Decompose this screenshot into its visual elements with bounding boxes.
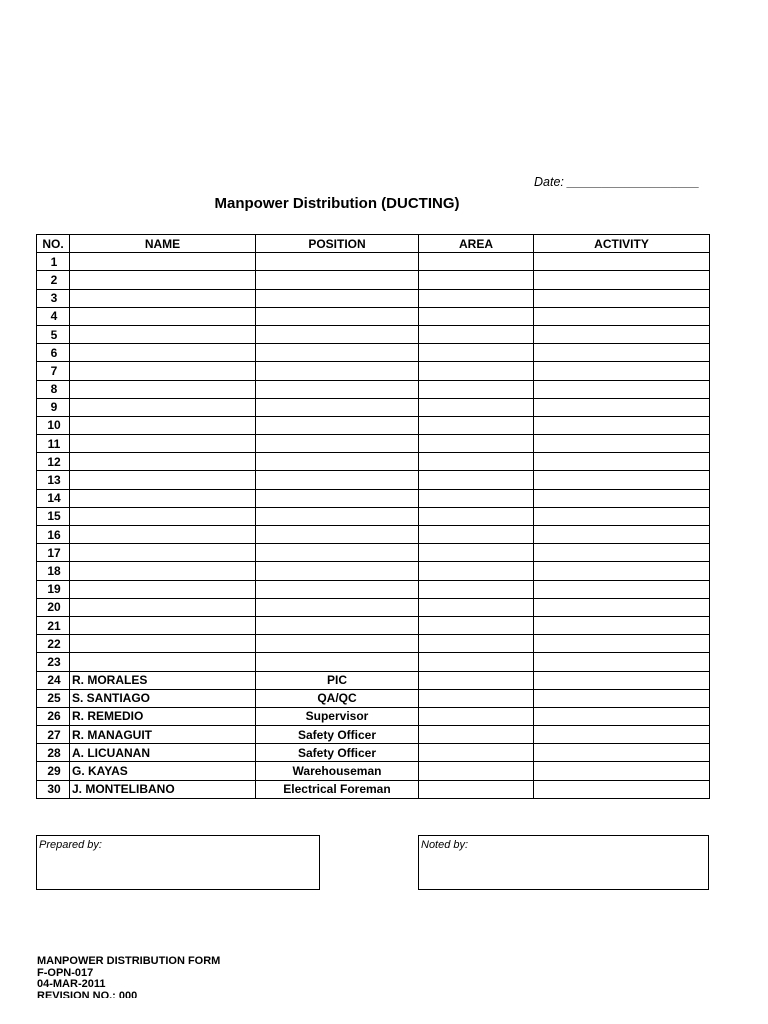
table-row [37,453,710,471]
position-cell[interactable] [256,562,419,580]
activity-cell[interactable] [534,507,710,525]
activity-cell[interactable] [534,762,710,780]
name-cell[interactable] [70,580,256,598]
name-cell[interactable]: J. MONTELIBANO [70,780,256,798]
position-cell[interactable] [256,435,419,453]
name-cell[interactable]: R. MANAGUIT [70,726,256,744]
area-cell[interactable] [419,435,534,453]
position-cell[interactable] [256,616,419,634]
area-cell[interactable] [419,253,534,271]
prepared-by-label: Prepared by: [39,839,102,851]
position-cell[interactable] [256,398,419,416]
noted-by-box[interactable] [418,835,709,890]
row-number-cell: 22 [37,635,70,653]
footer-revision: REVISION NO.: 000 [37,989,138,998]
activity-cell[interactable] [534,635,710,653]
name-cell[interactable] [70,325,256,343]
table-row [37,416,710,434]
name-cell[interactable] [70,380,256,398]
table-row [37,653,710,671]
position-cell[interactable] [256,580,419,598]
area-cell[interactable] [419,453,534,471]
area-cell[interactable] [419,507,534,525]
name-cell[interactable]: S. SANTIAGO [70,689,256,707]
activity-cell[interactable] [534,307,710,325]
row-number-cell: 8 [37,380,70,398]
area-cell[interactable] [419,780,534,798]
name-cell[interactable] [70,562,256,580]
column-header-name: NAME [70,235,256,253]
table-row [37,744,710,762]
row-number-cell: 23 [37,653,70,671]
row-number-cell: 4 [37,307,70,325]
activity-cell[interactable] [534,780,710,798]
row-number-cell: 18 [37,562,70,580]
date-label: Date: ___________________ [534,175,700,189]
name-cell[interactable]: R. MORALES [70,671,256,689]
table-row [37,598,710,616]
table-row [37,380,710,398]
name-cell[interactable] [70,453,256,471]
activity-cell[interactable] [534,526,710,544]
area-cell[interactable] [419,380,534,398]
area-cell[interactable] [419,398,534,416]
area-cell[interactable] [419,416,534,434]
form-title: Manpower Distribution (DUCTING) [214,195,460,212]
activity-cell[interactable] [534,689,710,707]
manpower-table [36,234,710,799]
name-cell[interactable] [70,307,256,325]
table-row [37,507,710,525]
area-cell[interactable] [419,489,534,507]
table-row [37,707,710,725]
row-number-cell: 5 [37,325,70,343]
table-row [37,635,710,653]
name-cell[interactable] [70,416,256,434]
row-number-cell: 28 [37,744,70,762]
table-row [37,489,710,507]
area-cell[interactable] [419,598,534,616]
area-cell[interactable] [419,544,534,562]
area-cell[interactable] [419,707,534,725]
table-row [37,580,710,598]
table-row [37,780,710,798]
area-cell[interactable] [419,307,534,325]
name-cell[interactable] [70,507,256,525]
row-number-cell: 20 [37,598,70,616]
area-cell[interactable] [419,689,534,707]
activity-cell[interactable] [534,707,710,725]
activity-cell[interactable] [534,344,710,362]
row-number-cell: 21 [37,616,70,634]
table-row [37,362,710,380]
activity-cell[interactable] [534,580,710,598]
table-row [37,689,710,707]
activity-cell[interactable] [534,380,710,398]
footer-form-code: F-OPN-017 [37,966,94,979]
row-number-cell: 26 [37,707,70,725]
position-cell[interactable] [256,544,419,562]
row-number-cell: 10 [37,416,70,434]
prepared-by-box[interactable] [36,835,320,890]
name-cell[interactable] [70,616,256,634]
area-cell[interactable] [419,289,534,307]
column-header-area: AREA [419,235,534,253]
name-cell[interactable] [70,653,256,671]
area-cell[interactable] [419,726,534,744]
activity-cell[interactable] [534,489,710,507]
position-cell[interactable] [256,526,419,544]
area-cell[interactable] [419,635,534,653]
row-number-cell: 14 [37,489,70,507]
activity-cell[interactable] [534,271,710,289]
column-header-position: POSITION [256,235,419,253]
noted-by-label: Noted by: [421,839,469,851]
activity-cell[interactable] [534,544,710,562]
area-cell[interactable] [419,616,534,634]
table-row [37,616,710,634]
row-number-cell: 17 [37,544,70,562]
position-cell[interactable] [256,362,419,380]
row-number-cell: 11 [37,435,70,453]
position-cell[interactable] [256,289,419,307]
name-cell[interactable] [70,489,256,507]
name-cell[interactable]: A. LICUANAN [70,744,256,762]
position-cell[interactable] [256,453,419,471]
position-cell[interactable]: Electrical Foreman [256,780,419,798]
position-cell[interactable] [256,344,419,362]
name-cell[interactable] [70,471,256,489]
position-cell[interactable]: PIC [256,671,419,689]
row-number-cell: 15 [37,507,70,525]
position-cell[interactable] [256,271,419,289]
table-row [37,307,710,325]
area-cell[interactable] [419,271,534,289]
table-row [37,253,710,271]
activity-cell[interactable] [534,453,710,471]
activity-cell[interactable] [534,744,710,762]
name-cell[interactable] [70,289,256,307]
row-number-cell: 2 [37,271,70,289]
activity-cell[interactable] [534,671,710,689]
position-cell[interactable] [256,489,419,507]
area-cell[interactable] [419,526,534,544]
row-number-cell: 3 [37,289,70,307]
activity-cell[interactable] [534,416,710,434]
name-cell[interactable] [70,635,256,653]
name-cell[interactable] [70,544,256,562]
table-row [37,762,710,780]
position-cell[interactable] [256,598,419,616]
row-number-cell: 25 [37,689,70,707]
position-cell[interactable]: Supervisor [256,707,419,725]
activity-cell[interactable] [534,726,710,744]
activity-cell[interactable] [534,398,710,416]
position-cell[interactable] [256,416,419,434]
position-cell[interactable]: QA/QC [256,689,419,707]
name-cell[interactable] [70,344,256,362]
row-number-cell: 12 [37,453,70,471]
row-number-cell: 13 [37,471,70,489]
area-cell[interactable] [419,362,534,380]
column-header-no: NO. [37,235,70,253]
activity-cell[interactable] [534,325,710,343]
position-cell[interactable] [256,325,419,343]
table-row [37,726,710,744]
table-header-row [37,235,710,253]
row-number-cell: 24 [37,671,70,689]
footer-form-date: 04-MAR-2011 [37,978,106,990]
name-cell[interactable] [70,435,256,453]
row-number-cell: 30 [37,780,70,798]
activity-cell[interactable] [534,562,710,580]
area-cell[interactable] [419,762,534,780]
activity-cell[interactable] [534,362,710,380]
table-row [37,271,710,289]
position-cell[interactable] [256,471,419,489]
row-number-cell: 1 [37,253,70,271]
form-footer [37,956,220,998]
table-row [37,671,710,689]
table-row [37,344,710,362]
activity-cell[interactable] [534,253,710,271]
position-cell[interactable]: Warehouseman [256,762,419,780]
area-cell[interactable] [419,344,534,362]
row-number-cell: 29 [37,762,70,780]
table-row [37,471,710,489]
position-cell[interactable] [256,253,419,271]
area-cell[interactable] [419,671,534,689]
table-row [37,526,710,544]
table-body [37,253,710,799]
activity-cell[interactable] [534,653,710,671]
table-row [37,398,710,416]
name-cell[interactable] [70,398,256,416]
row-number-cell: 19 [37,580,70,598]
row-number-cell: 16 [37,526,70,544]
name-cell[interactable]: G. KAYAS [70,762,256,780]
name-cell[interactable] [70,598,256,616]
table-row [37,435,710,453]
name-cell[interactable] [70,253,256,271]
position-cell[interactable] [256,635,419,653]
area-cell[interactable] [419,580,534,598]
position-cell[interactable] [256,307,419,325]
area-cell[interactable] [419,744,534,762]
row-number-cell: 9 [37,398,70,416]
table-row [37,562,710,580]
position-cell[interactable]: Safety Officer [256,744,419,762]
position-cell[interactable] [256,507,419,525]
position-cell[interactable] [256,653,419,671]
position-cell[interactable]: Safety Officer [256,726,419,744]
activity-cell[interactable] [534,471,710,489]
area-cell[interactable] [419,653,534,671]
footer-form-name: MANPOWER DISTRIBUTION FORM [37,956,221,967]
activity-cell[interactable] [534,598,710,616]
area-cell[interactable] [419,471,534,489]
activity-cell[interactable] [534,289,710,307]
name-cell[interactable]: R. REMEDIO [70,707,256,725]
row-number-cell: 6 [37,344,70,362]
activity-cell[interactable] [534,435,710,453]
area-cell[interactable] [419,562,534,580]
activity-cell[interactable] [534,616,710,634]
table-row [37,325,710,343]
row-number-cell: 27 [37,726,70,744]
name-cell[interactable] [70,271,256,289]
area-cell[interactable] [419,325,534,343]
table-row [37,289,710,307]
row-number-cell: 7 [37,362,70,380]
name-cell[interactable] [70,362,256,380]
name-cell[interactable] [70,526,256,544]
column-header-activity: ACTIVITY [534,235,710,253]
position-cell[interactable] [256,380,419,398]
table-row [37,544,710,562]
